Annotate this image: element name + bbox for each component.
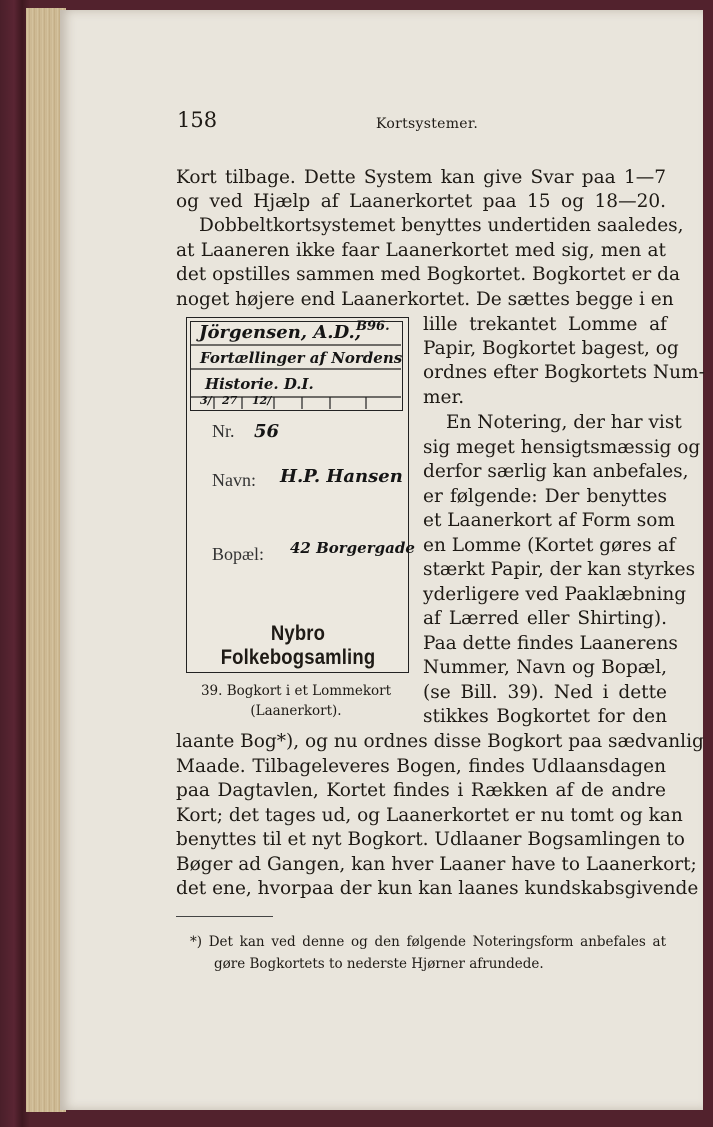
body-line: sig meget hensigtsmæssig og <box>423 437 701 458</box>
body-line: noget højere end Laanerkortet. De sættes begge i en <box>176 289 674 310</box>
body-line: Nummer, Navn og Bopæl, <box>423 657 667 678</box>
card-shelf-mark: B96. <box>356 319 390 334</box>
footnote-line: *) Det kan ved denne og den følgende Noteringsform anbefales at <box>190 934 666 950</box>
footnote-rule <box>176 916 273 917</box>
navn-value: H.P. Hansen <box>280 466 403 487</box>
body-line: mer. <box>423 387 465 408</box>
body-line: og ved Hjælp af Laanerkortet paa 15 og 18—20. <box>176 191 666 212</box>
card-date: 12/ <box>252 394 272 407</box>
body-line: Kort; det tages ud, og Laanerkortet er nu tomt og kan <box>176 805 683 826</box>
running-title: Kortsystemer. <box>376 116 479 132</box>
body-line: ordnes efter Bogkortets Num- <box>423 362 705 383</box>
bopael-label: Bopæl: <box>212 544 265 564</box>
body-line: Papir, Bogkortet bagest, og <box>423 338 679 359</box>
bopael-value: 42 Borgergade <box>290 539 415 557</box>
card-title-line2: Historie. D.I. <box>205 375 314 393</box>
navn-label: Navn: <box>212 470 256 490</box>
body-line: Maade. Tilbageleveres Bogen, findes Udlaansdagen <box>176 756 666 777</box>
body-line: derfor særlig kan anbefales, <box>423 461 689 482</box>
body-line: En Notering, der har vist <box>446 412 682 433</box>
card-title-line1: Fortællinger af Nordens <box>200 349 403 367</box>
body-line: er følgende: Der benyttes <box>423 486 667 507</box>
body-line: det ene, hvorpaa der kun kan laanes kundskabsgivende <box>176 878 699 899</box>
body-line: benyttes til et nyt Bogkort. Udlaaner Bogsamlingen to <box>176 829 685 850</box>
body-line: Dobbeltkortsystemet benyttes undertiden saaledes, <box>199 215 684 236</box>
body-line: en Lomme (Kortet gøres af <box>423 535 676 556</box>
library-stamp: Nybro Folkebogsamling <box>220 622 376 669</box>
body-line: yderligere ved Paaklæbning <box>423 584 687 605</box>
body-line: paa Dagtavlen, Kortet findes i Rækken af de andre <box>176 780 666 801</box>
body-line: Paa dette findes Laanerens <box>423 633 678 654</box>
page-number: 158 <box>177 108 218 132</box>
body-line: (se Bill. 39). Ned i dette <box>423 682 667 703</box>
card-date: 27 <box>222 394 238 407</box>
card-date: 3/ <box>200 394 212 407</box>
body-line: lille trekantet Lomme af <box>423 314 667 335</box>
body-line: Bøger ad Gangen, kan hver Laaner have to Laanerkort; <box>176 854 697 875</box>
body-line: Kort tilbage. Dette System kan give Svar paa 1—7 <box>176 167 666 188</box>
nr-value: 56 <box>254 421 280 442</box>
body-line: laante Bog*), og nu ordnes disse Bogkort paa sædvanlig <box>176 731 704 752</box>
body-line: et Laanerkort af Form som <box>423 510 675 531</box>
body-line: stærkt Papir, der kan styrkes <box>423 559 696 580</box>
body-line: at Laaneren ikke faar Laanerkortet med sig, men at <box>176 240 666 261</box>
figure-caption: 39. Bogkort i et Lommekort <box>200 683 392 699</box>
figure-caption: (Laanerkort). <box>250 703 342 719</box>
body-line: det opstilles sammen med Bogkortet. Bogkortet er da <box>176 264 681 285</box>
card-author: Jörgensen, A.D., <box>199 322 362 343</box>
body-line: af Lærred eller Shirting). <box>423 608 667 629</box>
footnote-line: gøre Bogkortets to nederste Hjørner afrundede. <box>214 956 544 972</box>
nr-label: Nr. <box>212 421 235 441</box>
body-line: stikkes Bogkortet for den <box>423 706 667 727</box>
